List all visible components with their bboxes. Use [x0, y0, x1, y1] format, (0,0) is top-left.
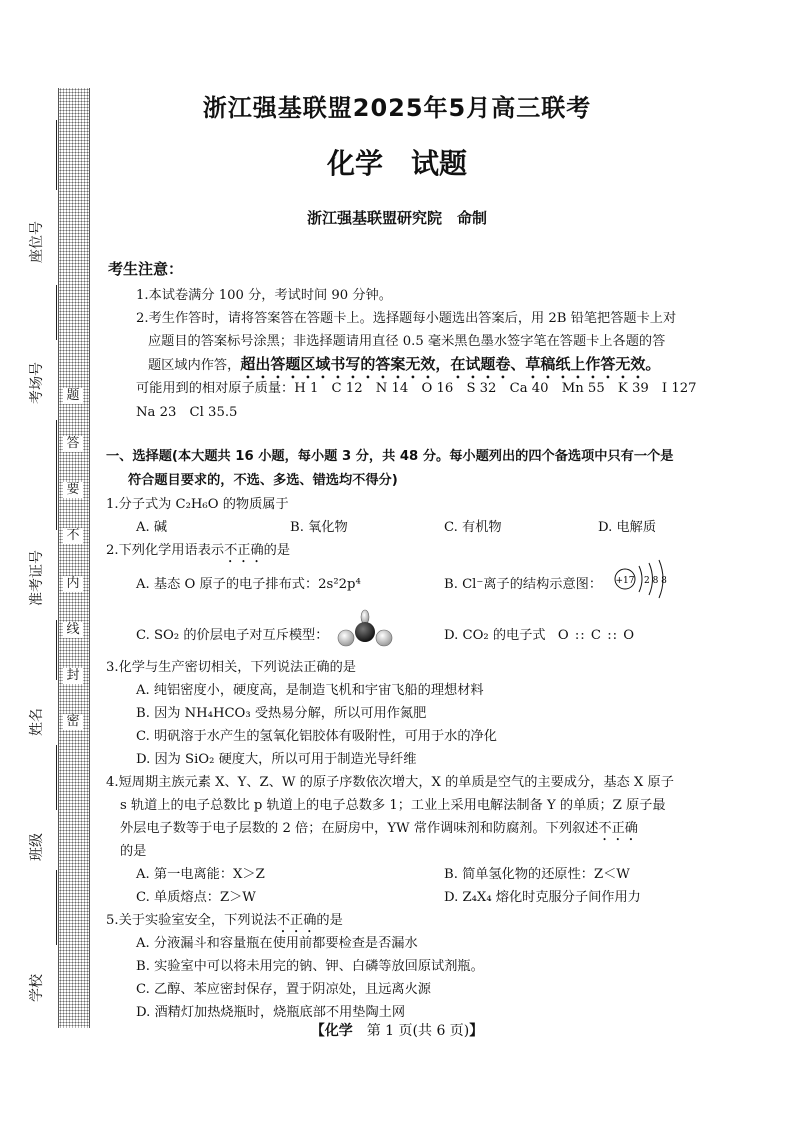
- q2-stem-end: 的是: [263, 543, 291, 558]
- q1-option-a: A. 碱: [136, 520, 168, 535]
- notice-item-1: 1.本试卷满分 100 分，考试时间 90 分钟。: [136, 288, 392, 303]
- q3-option-a: A. 纯铝密度小，硬度高，是制造飞机和宇宙飞船的理想材料: [136, 683, 484, 698]
- q5-stem-emphasis: 不正确: [276, 913, 317, 928]
- q4-option-c: C. 单质熔点：Z＞W: [136, 890, 256, 905]
- notice-item-2-line-2: 应题目的答案标号涂黑；非选择题请用直径 0.5 毫米黑色墨水签字笔在答题卡上各题的答: [148, 334, 666, 349]
- q5-option-d: D. 酒精灯加热烧瓶时，烧瓶底部不用垫陶土网: [136, 1005, 406, 1020]
- author-line: 浙江强基联盟研究院 命制: [306, 209, 487, 227]
- q2-option-b: [444, 573, 602, 592]
- q4-stem-line-1: 4.短周期主族元素 X、Y、Z、W 的原子序数依次增大，X 的单质是空气的主要成分，基态 X 原子: [106, 775, 674, 790]
- exam-room-field[interactable]: [16, 285, 56, 415]
- q2-option-b-text: B. Cl⁻离子的结构示意图：: [444, 577, 603, 592]
- seal-char: 封: [63, 668, 83, 684]
- co2-electron-formula: O :: C :: O: [557, 628, 636, 643]
- class-label: 班级: [29, 833, 45, 861]
- seal-char: 要: [63, 482, 83, 498]
- class-field[interactable]: [16, 745, 56, 865]
- q4-option-b: B. 简单氢化物的还原性：Z＜W: [444, 867, 630, 882]
- seal-char: 线: [63, 622, 83, 638]
- q5-option-a: A. 分液漏斗和容量瓶在使用前都要检查是否漏水: [136, 936, 418, 951]
- notice-heading: 考生注意：: [108, 260, 184, 278]
- notice-warning: 超出答题区域书写的答案无效，在试题卷、草稿纸上作答无效。: [240, 355, 661, 373]
- q2-stem-text: 2.下列化学用语表示: [106, 543, 225, 558]
- q4-option-a: A. 第一电离能：X＞Z: [136, 867, 265, 882]
- q2-stem: [106, 539, 290, 566]
- nucleus-charge: +17: [615, 576, 635, 586]
- seal-char: 答: [63, 436, 83, 452]
- q4-stem-emphasis: 不正确: [598, 821, 638, 836]
- admission-number-field[interactable]: [16, 420, 56, 606]
- q5-option-c: C. 乙醇、苯应密封保存，置于阴凉处，且远离火源: [136, 982, 431, 997]
- name-field[interactable]: [16, 620, 56, 740]
- seal-char: 密: [63, 714, 83, 730]
- section-heading-line-1: 一、选择题(本大题共 16 小题，每小题 3 分，共 48 分。每小题列出的四个备选项中只有一个是: [106, 449, 674, 464]
- footer-subject: 【化学: [310, 1023, 353, 1039]
- exam-room-label: 考场号: [29, 362, 45, 404]
- q1-option-b: B. 氧化物: [290, 520, 348, 535]
- q4-stem-line-4: 的是: [120, 844, 147, 859]
- footer-page-number: 第 1 页(共 6 页): [352, 1023, 470, 1039]
- seal-char: 内: [63, 576, 83, 592]
- q2-option-a: A. 基态 O 原子的电子排布式：2s²2p⁴: [136, 577, 361, 592]
- q2-option-d-text: D. CO₂ 的电子式: [444, 628, 546, 643]
- seal-char: 题: [63, 388, 83, 404]
- seal-char: 不: [63, 528, 83, 544]
- q3-option-c: C. 明矾溶于水产生的氢氧化铝胶体有吸附性，可用于水的净化: [136, 729, 497, 744]
- chloride-structure-diagram: [613, 558, 671, 600]
- shell-electrons: 2 8 8: [644, 576, 667, 586]
- section-heading-line-2: 符合题目要求的，不选、多选、错选均不得分): [128, 473, 398, 488]
- q5-option-b: B. 实验室中可以将未用完的钠、钾、白磷等放回原试剂瓶。: [136, 959, 484, 974]
- so2-vsepr-model: [334, 608, 396, 648]
- seat-number-label: 座位号: [29, 221, 45, 263]
- q4-option-d: D. Z₄X₄ 熔化时克服分子间作用力: [444, 890, 641, 905]
- school-label: 学校: [29, 974, 45, 1002]
- subject-title: 化学 试题: [326, 147, 467, 180]
- q2-stem-emphasis: 不正确: [224, 543, 264, 558]
- q4-stem-line-2: s 轨道上的电子总数比 p 轨道上的电子总数多 1；工业上采用电解法制备 Y 的单质；Z 原子最: [120, 798, 666, 813]
- q4-stem-text: 外层电子数等于电子层数的 2 倍；在厨房中，YW 常作调味剂和防腐剂。下列叙述: [120, 821, 599, 836]
- admission-number-label: 准考证号: [29, 550, 45, 606]
- notice-item-2-line-1: 2.考生作答时，请将答案答在答题卡上。选择题每小题选出答案后，用 2B 铅笔把答题卡上对: [136, 311, 677, 326]
- binding-stripe: [58, 88, 90, 1028]
- q3-option-d: D. 因为 SiO₂ 硬度大，所以可用于制造光导纤维: [136, 752, 417, 767]
- q5-stem-end: 的是: [316, 913, 343, 928]
- exam-title: 浙江强基联盟2025年5月高三联考: [202, 94, 592, 122]
- q1-option-c: C. 有机物: [444, 520, 502, 535]
- q2-option-c: C. SO₂ 的价层电子对互斥模型：: [136, 628, 329, 643]
- q3-stem: 3.化学与生产密切相关，下列说法正确的是: [106, 660, 356, 675]
- notice-item-2-text: 题区域内作答，: [148, 358, 241, 373]
- footer-close: 】: [469, 1023, 484, 1039]
- q4-stem-line-3: [120, 817, 638, 844]
- q1-stem: 1.分子式为 C₂H₆O 的物质属于: [106, 497, 289, 512]
- atomic-mass-line-2: Na 23 Cl 35.5: [136, 405, 238, 420]
- name-label: 姓名: [29, 708, 45, 736]
- q3-option-b: B. 因为 NH₄HCO₃ 受热易分解，所以可用作氮肥: [136, 706, 427, 721]
- school-field[interactable]: [16, 870, 56, 1000]
- q1-option-d: D. 电解质: [598, 520, 657, 535]
- page-footer: [0, 1020, 794, 1040]
- q5-stem-text: 5.关于实验室安全，下列说法: [106, 913, 277, 928]
- atomic-mass-line-1: 可能用到的相对原子质量：H 1 C 12 N 14 O 16 S 32 Ca 40 Mn 55 K 39 I 127: [136, 381, 697, 396]
- q2-option-d: [444, 624, 635, 643]
